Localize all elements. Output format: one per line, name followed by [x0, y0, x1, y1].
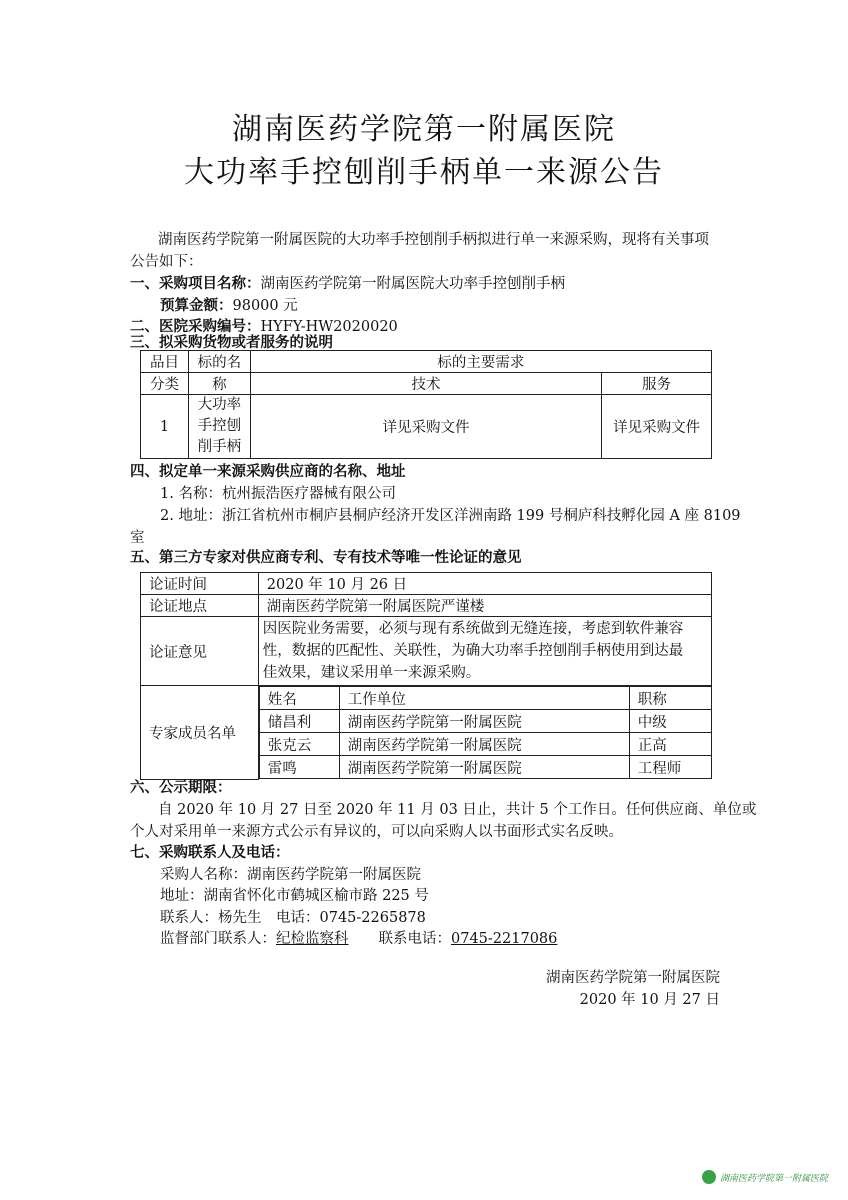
experts-label: 专家成员名单 [141, 686, 259, 780]
goods-header-category-2: 分类 [141, 373, 189, 395]
goods-row-name [188, 395, 250, 459]
logo-text: 湖南医药学院第一附属医院 [719, 1173, 828, 1184]
supervisor-row [160, 927, 557, 948]
budget-label: 预算金额： [160, 297, 233, 314]
supervisor-label: 监督部门联系人： [160, 931, 276, 947]
buyer-address: 地址：湖南省怀化市鹤城区榆市路 225 号 [160, 888, 429, 904]
experts-cell [258, 686, 711, 780]
section4-heading: 四、拟定单一来源采购供应商的名称、地址 [130, 463, 406, 480]
budget-value: 98000 元 [232, 298, 298, 314]
goods-header-category: 品目 [141, 351, 189, 373]
goods-header-requirements: 标的主要需求 [250, 351, 711, 373]
expert-title: 正高 [629, 733, 711, 756]
signature-date: 2020 年 10 月 27 日 [579, 992, 720, 1008]
table-row [259, 733, 711, 756]
goods-row-tech: 详见采购文件 [250, 395, 601, 459]
goods-row-name-2: 手控刨 [197, 418, 242, 434]
buyer-contact: 联系人：杨先生 电话：0745-2265878 [160, 910, 426, 926]
goods-header-tech: 技术 [250, 373, 601, 395]
document-title: 湖南医药学院第一附属医院 [232, 112, 616, 147]
experts-header-name: 姓名 [259, 687, 339, 710]
goods-header-service: 服务 [602, 373, 712, 395]
review-opinion-text [258, 617, 711, 686]
expert-unit: 湖南医药学院第一附属医院 [339, 756, 629, 779]
opinion-line-2: 性，数据的匹配性、关联性，为确大功率手控刨削手柄使用到达最 [262, 643, 684, 659]
goods-row-name-3: 削手柄 [197, 439, 242, 455]
supplier-address-2: 室 [130, 530, 145, 546]
section6-line-1: 自 2020 年 10 月 27 日至 2020 年 11 月 03 日止，共计 5 个工作日。任何供应商、单位或 [158, 802, 757, 818]
review-place-value: 湖南医药学院第一附属医院严谨楼 [258, 595, 711, 617]
section6-line-2: 个人对采用单一来源方式公示有异议的，可以向采购人以书面形式实名反映。 [130, 824, 623, 840]
experts-header-unit: 工作单位 [339, 687, 629, 710]
review-opinion-label: 论证意见 [141, 617, 259, 686]
expert-unit: 湖南医药学院第一附属医院 [339, 733, 629, 756]
section2-value: HYFY-HW2020020 [260, 319, 398, 335]
section1-heading: 一、采购项目名称： [130, 275, 261, 292]
intro-line-1: 湖南医药学院第一附属医院的大功率手控刨削手柄拟进行单一来源采购，现将有关事项 [158, 232, 709, 248]
budget-row [160, 294, 298, 315]
expert-title: 中级 [629, 710, 711, 733]
supervisor-dept: 纪检监察科 [276, 931, 349, 947]
supplier-name: 1. 名称：杭州振浩医疗器械有限公司 [160, 486, 396, 502]
review-table [140, 572, 712, 780]
hospital-logo [702, 1170, 828, 1184]
table-row [259, 710, 711, 733]
opinion-line-1: 因医院业务需要，必须与现有系统做到无缝连接，考虑到软件兼容 [262, 621, 684, 637]
intro-line-2: 公告如下： [130, 254, 203, 270]
goods-table [140, 350, 712, 459]
signature-org: 湖南医药学院第一附属医院 [546, 970, 720, 986]
expert-unit: 湖南医药学院第一附属医院 [339, 710, 629, 733]
document-subtitle: 大功率手控刨削手柄单一来源公告 [184, 155, 664, 190]
section1-value: 湖南医药学院第一附属医院大功率手控刨削手柄 [260, 276, 565, 292]
section5-heading: 五、第三方专家对供应商专利、专有技术等唯一性论证的意见 [130, 549, 522, 566]
expert-title: 工程师 [629, 756, 711, 779]
experts-header-title: 职称 [629, 687, 711, 710]
goods-row-number: 1 [141, 395, 189, 459]
leaf-icon [702, 1170, 716, 1184]
goods-header-name: 标的名 [188, 351, 250, 373]
table-row [259, 756, 711, 779]
goods-row-service: 详见采购文件 [602, 395, 712, 459]
section3-heading: 三、拟采购货物或者服务的说明 [130, 334, 333, 351]
goods-row-name-1: 大功率 [197, 397, 242, 413]
review-time-label: 论证时间 [141, 573, 259, 595]
opinion-line-3: 佳效果，建议采用单一来源采购。 [262, 665, 481, 681]
section7-heading: 七、采购联系人及电话： [130, 844, 290, 861]
review-place-label: 论证地点 [141, 595, 259, 617]
review-time-value: 2020 年 10 月 26 日 [258, 573, 711, 595]
expert-name: 储昌利 [259, 710, 339, 733]
experts-table [259, 686, 712, 779]
expert-name: 雷鸣 [259, 756, 339, 779]
expert-name: 张克云 [259, 733, 339, 756]
supervisor-phone-label: 联系电话： [378, 931, 451, 947]
section6-heading: 六、公示期限： [130, 779, 232, 796]
supplier-address-1: 2. 地址：浙江省杭州市桐庐县桐庐经济开发区洋洲南路 199 号桐庐科技孵化园 A 座 8109 [160, 508, 741, 524]
section2-heading: 二、医院采购编号： [130, 318, 261, 335]
goods-header-name-2: 称 [188, 373, 250, 395]
supervisor-phone: 0745-2217086 [451, 931, 558, 947]
section1-row [130, 272, 565, 293]
buyer-name: 采购人名称：湖南医药学院第一附属医院 [160, 867, 421, 883]
